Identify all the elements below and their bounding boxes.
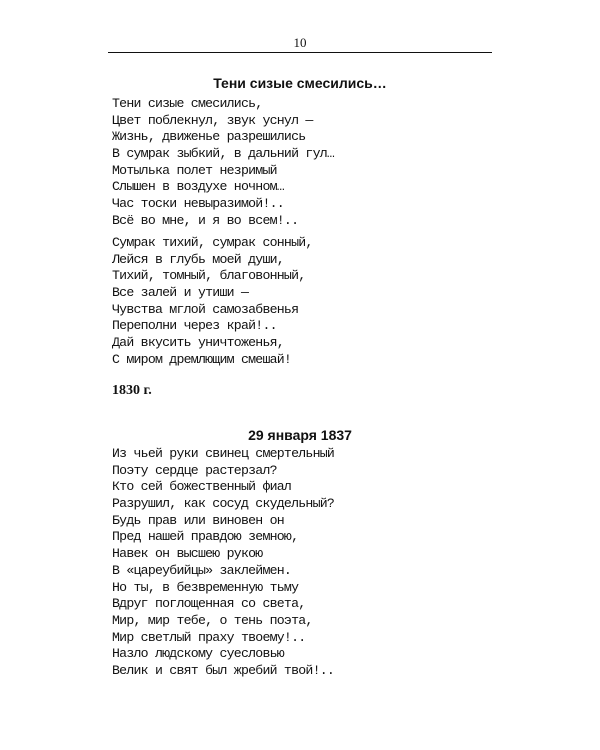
poem-line: Мотылька полет незримый xyxy=(112,162,277,178)
poem-line: Навек он высшею рукою xyxy=(112,546,263,562)
poem-line: Час тоски невыразимой!.. xyxy=(112,196,284,212)
poem-line: Но ты, в безвременную тьму xyxy=(112,579,299,595)
poem-line: Вдруг поглощенная со света, xyxy=(112,596,306,612)
poem-line: Велик и свят был жребий твой!.. xyxy=(112,662,335,678)
poem-line: Поэту сердце растерзал? xyxy=(112,462,277,478)
poem-line: Дай вкусить уничтоженья, xyxy=(112,335,284,351)
page-number: 10 xyxy=(293,35,307,50)
poem-line: Мир светлый праху твоему!.. xyxy=(112,629,306,645)
poem-date: 1830 г. xyxy=(112,383,152,398)
poem-stanza xyxy=(112,235,313,369)
poem-line: С миром дремлющим смешай! xyxy=(112,351,292,367)
poem-line: Все залей и утиши — xyxy=(112,285,249,301)
poem-stanza xyxy=(112,446,334,680)
poem-line: Будь прав или виновен он xyxy=(112,512,284,528)
poem-line: Слышен в воздухе ночном… xyxy=(112,179,284,195)
poem-title: 29 января 1837 xyxy=(248,427,352,443)
poem-line: Из чьей руки свинец смертельный xyxy=(112,446,335,461)
poem-line: Разрушил, как сосуд скудельный? xyxy=(112,496,335,512)
poem-line: Мир, мир тебе, о тень поэта, xyxy=(112,612,313,628)
poem-line: Переполни через край!.. xyxy=(112,318,277,334)
poem-line: Всё во мне, и я во всем!.. xyxy=(112,212,299,228)
poem-line: Назло людскому суесловью xyxy=(112,646,284,662)
poem-line: Цвет поблекнул, звук уснул — xyxy=(112,112,313,128)
poem-line: Тени сизые смесились, xyxy=(112,96,263,111)
poem-line: В «цареубийцы» заклеймен. xyxy=(112,562,292,578)
poem-line: Жизнь, движенье разрешились xyxy=(112,129,306,145)
poem-line: Тихий, томный, благовонный, xyxy=(112,268,306,284)
poem-line: Кто сей божественный фиал xyxy=(112,479,292,495)
poem-line: Чувства мглой самозабвенья xyxy=(112,301,299,317)
poem-line: Пред нашей правдою земною, xyxy=(112,529,299,545)
poem-line: Лейся в глубь моей души, xyxy=(112,251,284,267)
poem-line: Сумрак тихий, сумрак сонный, xyxy=(112,235,313,250)
poem-stanza xyxy=(112,96,334,230)
header-rule xyxy=(108,52,492,53)
poem-title: Тени сизые смесились… xyxy=(213,75,387,91)
poem-line: В сумрак зыбкий, в дальний гул… xyxy=(112,146,335,162)
